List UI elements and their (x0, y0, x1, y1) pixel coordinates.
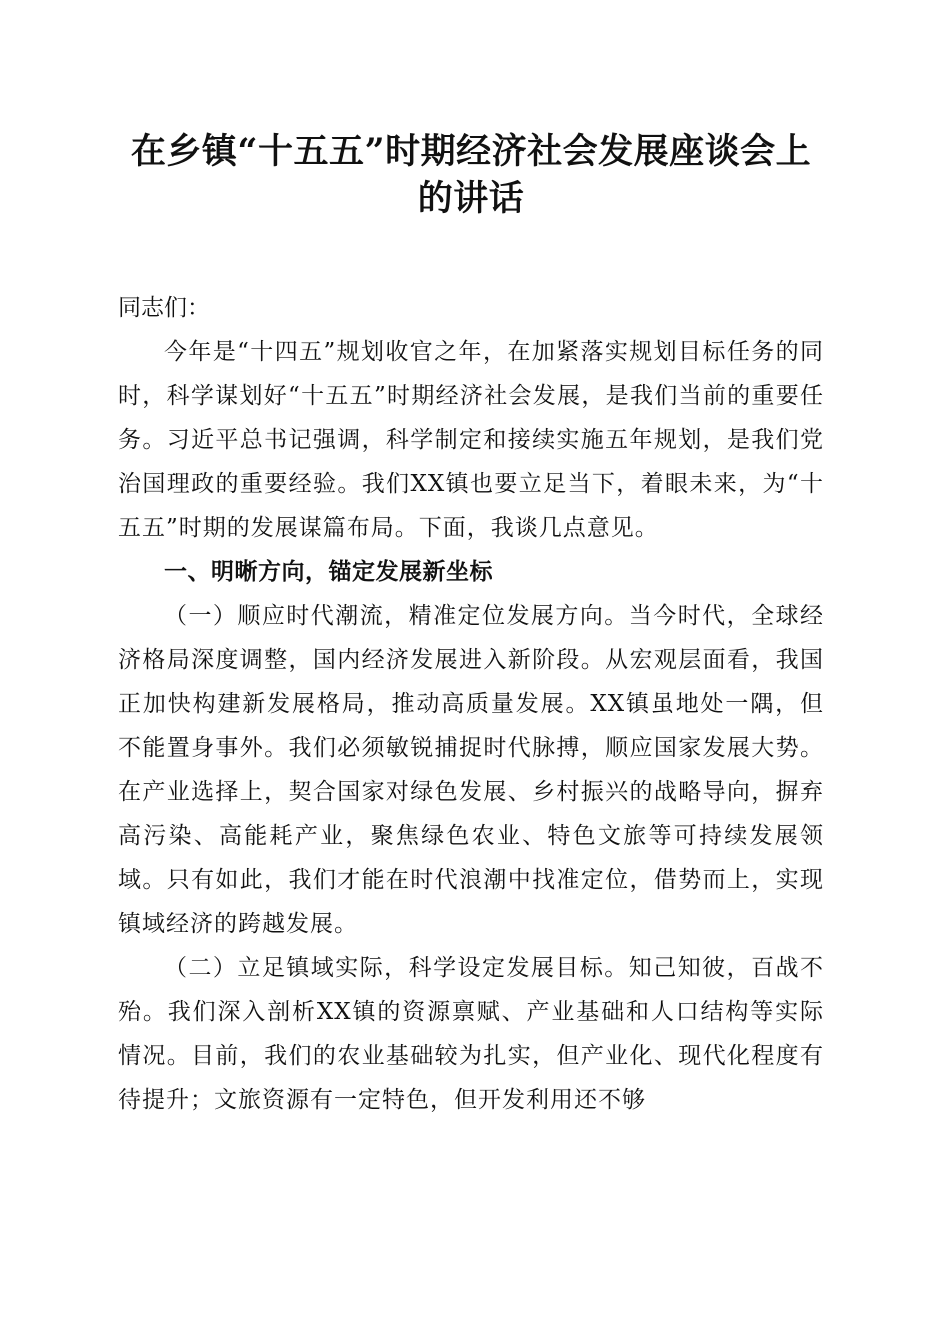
section-heading-1: 一、明晰方向，锚定发展新坐标 (164, 559, 493, 585)
subsection-paragraph-2: （二）立足镇域实际，科学设定发展目标。知己知彼，百战不殆。我们深入剖析XX镇的资源禀赋、产业基础和人口结构等实际情况。目前，我们的农业基础较为扎实，但产业化、现代化程度有待提升；文旅资源有一定特色，但开发利用还不够 (118, 955, 824, 1113)
document-title (118, 128, 824, 222)
title-line-1: 在乡镇“十五五”时期经济社会发展座谈会上 (130, 131, 812, 172)
salutation: 同志们： (118, 295, 210, 321)
title-line-2: 的讲话 (417, 178, 525, 219)
subsection-paragraph-1: （一）顺应时代潮流，精准定位发展方向。当今时代，全球经济格局深度调整，国内经济发展进入新阶段。从宏观层面看，我国正加快构建新发展格局，推动高质量发展。XX镇虽地处一隅，但不能置身事外。我们必须敏锐捕捉时代脉搏，顺应国家发展大势。在产业选择上，契合国家对绿色发展、乡村振兴的战略导向，摒弃高污染、高能耗产业，聚焦绿色农业、特色文旅等可持续发展领域。只有如此，我们才能在时代浪潮中找准定位，借势而上，实现镇域经济的跨越发展。 (118, 603, 824, 937)
intro-paragraph: 今年是“十四五”规划收官之年，在加紧落实规划目标任务的同时，科学谋划好“十五五”时期经济社会发展，是我们当前的重要任务。习近平总书记强调，科学制定和接续实施五年规划，是我们党治国理政的重要经验。我们XX镇也要立足当下，着眼未来，为“十五五”时期的发展谋篇布局。下面，我谈几点意见。 (118, 339, 824, 541)
document-page (118, 128, 824, 1122)
